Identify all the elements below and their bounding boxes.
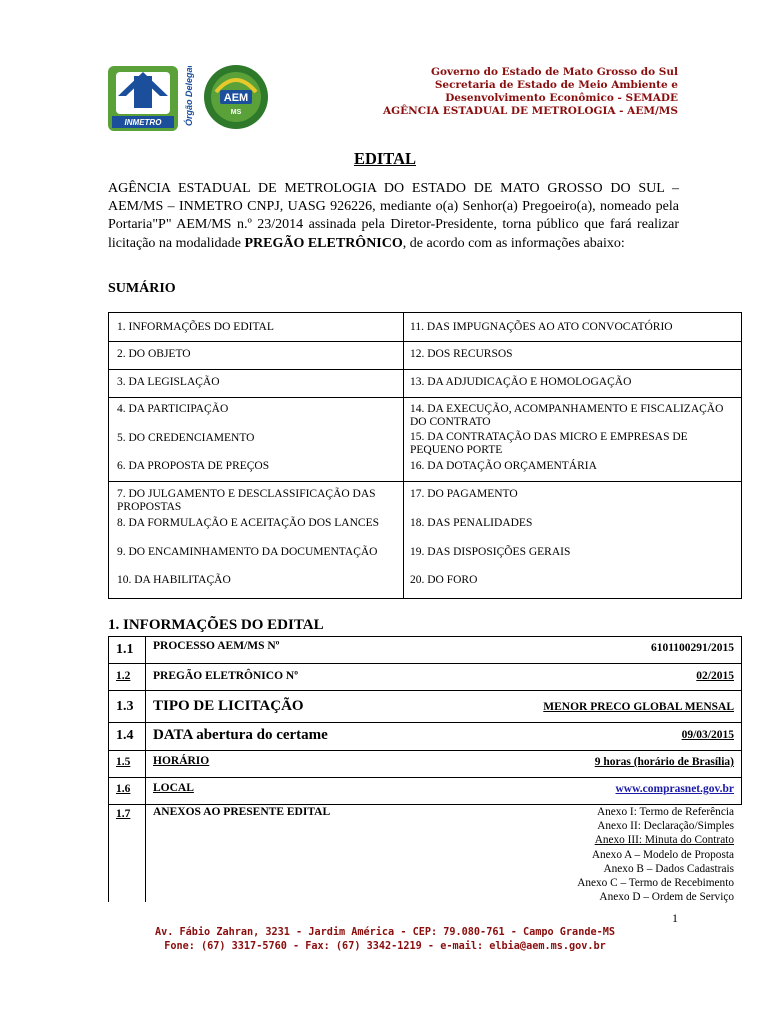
info-row-number: 1.6 [116, 783, 131, 795]
annex-item: Anexo III: Minuta do Contrato [594, 834, 734, 847]
intro-paragraph [108, 180, 679, 253]
info-row-value: 09/03/2015 [681, 729, 734, 741]
summary-heading: SUMÁRIO [108, 281, 176, 296]
summary-item: 5. DO CREDENCIAMENTO [117, 432, 255, 444]
info-row-label: DATA abertura do certame [153, 727, 328, 743]
summary-item: 4. DA PARTICIPAÇÃO [117, 403, 229, 415]
summary-table-divider [403, 313, 404, 598]
section-heading: 1. INFORMAÇÕES DO EDITAL [108, 617, 324, 633]
summary-item: 6. DA PROPOSTA DE PREÇOS [117, 460, 270, 472]
header-line-1: Governo do Estado de Mato Grosso do Sul [431, 66, 678, 78]
footer-line-1: Av. Fábio Zahran, 3231 - Jardim América - CEP: 79.080-761 - Campo Grande-MS [154, 927, 615, 938]
page-number: 1 [672, 911, 678, 925]
info-row-value: 02/2015 [696, 670, 734, 682]
summary-item: 2. DO OBJETO [117, 348, 191, 360]
inmetro-logo-text: INMETRO [124, 118, 162, 127]
summary-item: 16. DA DOTAÇÃO ORÇAMENTÁRIA [410, 460, 597, 472]
info-row-line [108, 690, 742, 691]
document-title: EDITAL [353, 149, 417, 168]
info-row-value: MENOR PRECO GLOBAL MENSAL [543, 701, 734, 713]
info-row-label: TIPO DE LICITAÇÃO [153, 698, 304, 714]
intro-text-bold: PREGÃO ELETRÔNICO [244, 235, 403, 251]
annex-list [577, 805, 734, 904]
footer-address [0, 926, 770, 954]
info-row-value: 9 horas (horário de Brasília) [594, 756, 734, 768]
info-row-value: 6101100291/2015 [650, 642, 734, 654]
summary-item: 14. DA EXECUÇÃO, ACOMPANHAMENTO E FISCALIZAÇÃO DO CONTRATO [410, 403, 724, 428]
summary-item: 19. DAS DISPOSIÇÕES GERAIS [410, 546, 571, 558]
summary-item: 3. DA LEGISLAÇÃO [117, 376, 220, 388]
summary-item: 13. DA ADJUDICAÇÃO E HOMOLOGAÇÃO [410, 376, 632, 388]
info-table [108, 636, 742, 902]
summary-item: 11. DAS IMPUGNAÇÕES AO ATO CONVOCATÓRIO [410, 321, 673, 333]
summary-row-line [109, 481, 741, 482]
summary-item: 12. DOS RECURSOS [410, 348, 513, 360]
info-row-label: PROCESSO AEM/MS Nº [153, 640, 280, 652]
header-institution [383, 66, 678, 118]
summary-item: 7. DO JULGAMENTO E DESCLASSIFICAÇÃO DAS PROPOSTAS [117, 488, 376, 513]
footer-contact: Fone: (67) 3317-5760 - Fax: (67) 3342-1219 - e-mail: [164, 941, 490, 952]
info-table-border [108, 636, 742, 637]
info-row-number: 1.3 [116, 699, 134, 714]
intro-text-2: , de acordo com as informações abaixo: [402, 235, 625, 251]
summary-row-line [109, 397, 741, 398]
info-row-number: 1.5 [116, 756, 131, 768]
aem-logo-text: AEM [223, 92, 249, 104]
header-line-4: AGÊNCIA ESTADUAL DE METROLOGIA - AEM/MS [383, 105, 678, 117]
header-line-2: Secretaria de Estado de Meio Ambiente e [434, 79, 678, 91]
footer-line-2 [0, 940, 770, 954]
annex-item: Anexo A – Modelo de Proposta [591, 848, 734, 861]
local-link[interactable]: www.comprasnet.gov.br [615, 783, 734, 795]
summary-item: 1. INFORMAÇÕES DO EDITAL [117, 321, 274, 333]
annex-item: Anexo I: Termo de Referência [596, 806, 734, 818]
annex-item: Anexo D – Ordem de Serviço [599, 891, 734, 904]
summary-item: 20. DO FORO [410, 574, 478, 586]
inmetro-logo-side-text: Órgão Delegado [184, 66, 194, 126]
info-row-line [108, 750, 742, 751]
info-row-number: 1.2 [116, 670, 131, 682]
summary-item: 15. DA CONTRATAÇÃO DAS MICRO E EMPRESAS DE PEQUENO PORTE [410, 431, 688, 456]
info-table-border [108, 636, 109, 902]
summary-row-line [109, 341, 741, 342]
summary-item: 9. DO ENCAMINHAMENTO DA DOCUMENTAÇÃO [117, 546, 378, 558]
info-row-label: ANEXOS AO PRESENTE EDITAL [153, 806, 331, 818]
info-row-number: 1.1 [116, 642, 134, 657]
info-row-line [108, 777, 742, 778]
info-row-label: PREGÃO ELETRÔNICO Nº [153, 670, 299, 682]
inmetro-logo [108, 66, 199, 131]
aem-logo [202, 64, 270, 130]
info-row-label: HORÁRIO [153, 755, 210, 767]
summary-row-line [109, 369, 741, 370]
aem-logo-sub: MS [230, 109, 242, 116]
header-line-3: Desenvolvimento Econômico - SEMADE [445, 92, 678, 104]
info-row-number: 1.7 [116, 808, 131, 820]
summary-item: 8. DA FORMULAÇÃO E ACEITAÇÃO DOS LANCES [117, 517, 380, 529]
info-row-label: LOCAL [153, 782, 194, 794]
annex-item: Anexo C – Termo de Recebimento [577, 877, 734, 890]
summary-item: 17. DO PAGAMENTO [410, 488, 518, 500]
info-row-line [108, 663, 742, 664]
info-row-line [108, 722, 742, 723]
intro-text-1: AGÊNCIA ESTADUAL DE METROLOGIA DO ESTADO DE MATO GROSSO DO SUL – AEM/MS – INMETRO CNPJ, UASG 926226, mediante o(a) Senhor(a) Pregoeiro(a), nomeado pela Portaria"P" AEM/MS n.º 23/2014 assinada pela Diretor-Presidente, torna público que fará realizar licitação na modalidade [108, 181, 679, 251]
annex-item: Anexo II: Declaração/Simples [597, 820, 734, 833]
annex-item: Anexo B – Dados Cadastrais [603, 862, 734, 875]
summary-item: 10. DA HABILITAÇÃO [117, 574, 231, 586]
summary-item: 18. DAS PENALIDADES [410, 517, 533, 529]
info-table-border [741, 636, 742, 804]
info-table-border [145, 636, 146, 902]
summary-table [108, 312, 742, 599]
footer-email[interactable]: elbia@aem.ms.gov.br [489, 941, 606, 952]
info-row-number: 1.4 [116, 728, 134, 743]
